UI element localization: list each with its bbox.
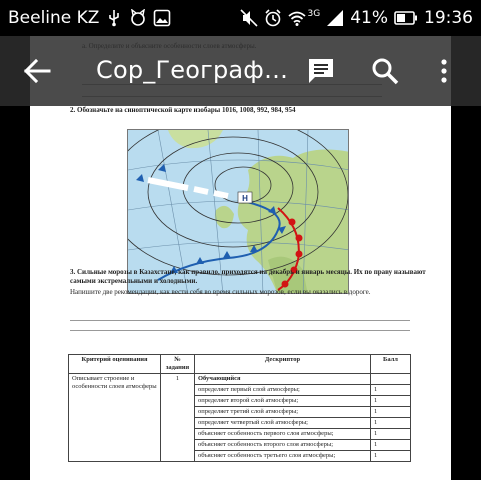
- alarm-icon: [264, 9, 282, 27]
- status-bar: [0, 0, 481, 36]
- task-2-text: 2. Обозначьте на синоптической карте изобары 1016, 1008, 992, 984, 954: [70, 106, 296, 114]
- score-cell: 1: [371, 451, 411, 462]
- battery-percent: 41%: [350, 8, 388, 28]
- descriptor-cell: объясняет особенность первого слоя атмосферы;: [195, 429, 371, 440]
- score-cell: 1: [371, 418, 411, 429]
- signal-icon: [326, 9, 344, 27]
- criterion-cell: Описывает строение и особенности слоев атмосферы: [69, 374, 161, 462]
- app-bar: [0, 36, 481, 106]
- score-cell: 1: [371, 429, 411, 440]
- wifi-icon: [288, 9, 306, 27]
- answer-line: [70, 330, 410, 331]
- header-task-number: № задания: [161, 355, 195, 374]
- map-marker-h: H: [242, 194, 248, 203]
- usb-icon: [105, 9, 123, 27]
- task-number-cell: 1: [161, 374, 195, 462]
- task-3-text: 3. Сильные морозы в Казахстане, как правило, приходятся на декабрь и январь месяцы. Их по праву называют самыми экстремальными и холодными.: [70, 268, 426, 285]
- score-cell: 1: [371, 385, 411, 396]
- more-vert-icon[interactable]: [434, 56, 454, 86]
- subheader-cell: Обучающийся: [195, 374, 371, 385]
- header-criterion: Критерий оценивания: [69, 355, 161, 374]
- descriptor-cell: определяет первый слой атмосферы;: [195, 385, 371, 396]
- descriptor-cell: объясняет особенность третьего слоя атмосферы;: [195, 451, 371, 462]
- header-score: Балл: [371, 355, 411, 374]
- answer-line: [70, 320, 410, 321]
- status-left: [8, 8, 171, 28]
- table-subheader-row: [69, 374, 411, 385]
- battery-icon: [394, 9, 418, 27]
- network-type: 3G: [307, 9, 321, 19]
- score-cell: 1: [371, 440, 411, 451]
- image-icon: [153, 9, 171, 27]
- message-icon[interactable]: [306, 56, 336, 86]
- descriptor-cell: определяет четвертый слой атмосферы;: [195, 418, 371, 429]
- header-descriptor: Дескриптор: [195, 355, 371, 374]
- clock: 19:36: [424, 8, 473, 28]
- empty-score-cell: [371, 374, 411, 385]
- descriptor-cell: определяет второй слой атмосферы;: [195, 396, 371, 407]
- task-3-note: Напишите две рекомендации, как вести себя во время сильных морозов, если вы оказались в дороге.: [70, 288, 371, 296]
- carrier-label: Beeline KZ: [8, 8, 100, 28]
- mute-icon: [240, 9, 258, 27]
- assessment-table: [68, 354, 411, 462]
- score-cell: 1: [371, 396, 411, 407]
- cat-notification-icon: [129, 9, 147, 27]
- search-icon[interactable]: [370, 56, 400, 86]
- descriptor-cell: объясняет особенность второго слоя атмосферы;: [195, 440, 371, 451]
- document-title: Сор_Географ…: [96, 56, 289, 84]
- descriptor-cell: определяет третий слой атмосферы;: [195, 407, 371, 418]
- status-right: [240, 8, 474, 28]
- back-arrow-icon[interactable]: [22, 56, 52, 86]
- table-header-row: [69, 355, 411, 374]
- score-cell: 1: [371, 407, 411, 418]
